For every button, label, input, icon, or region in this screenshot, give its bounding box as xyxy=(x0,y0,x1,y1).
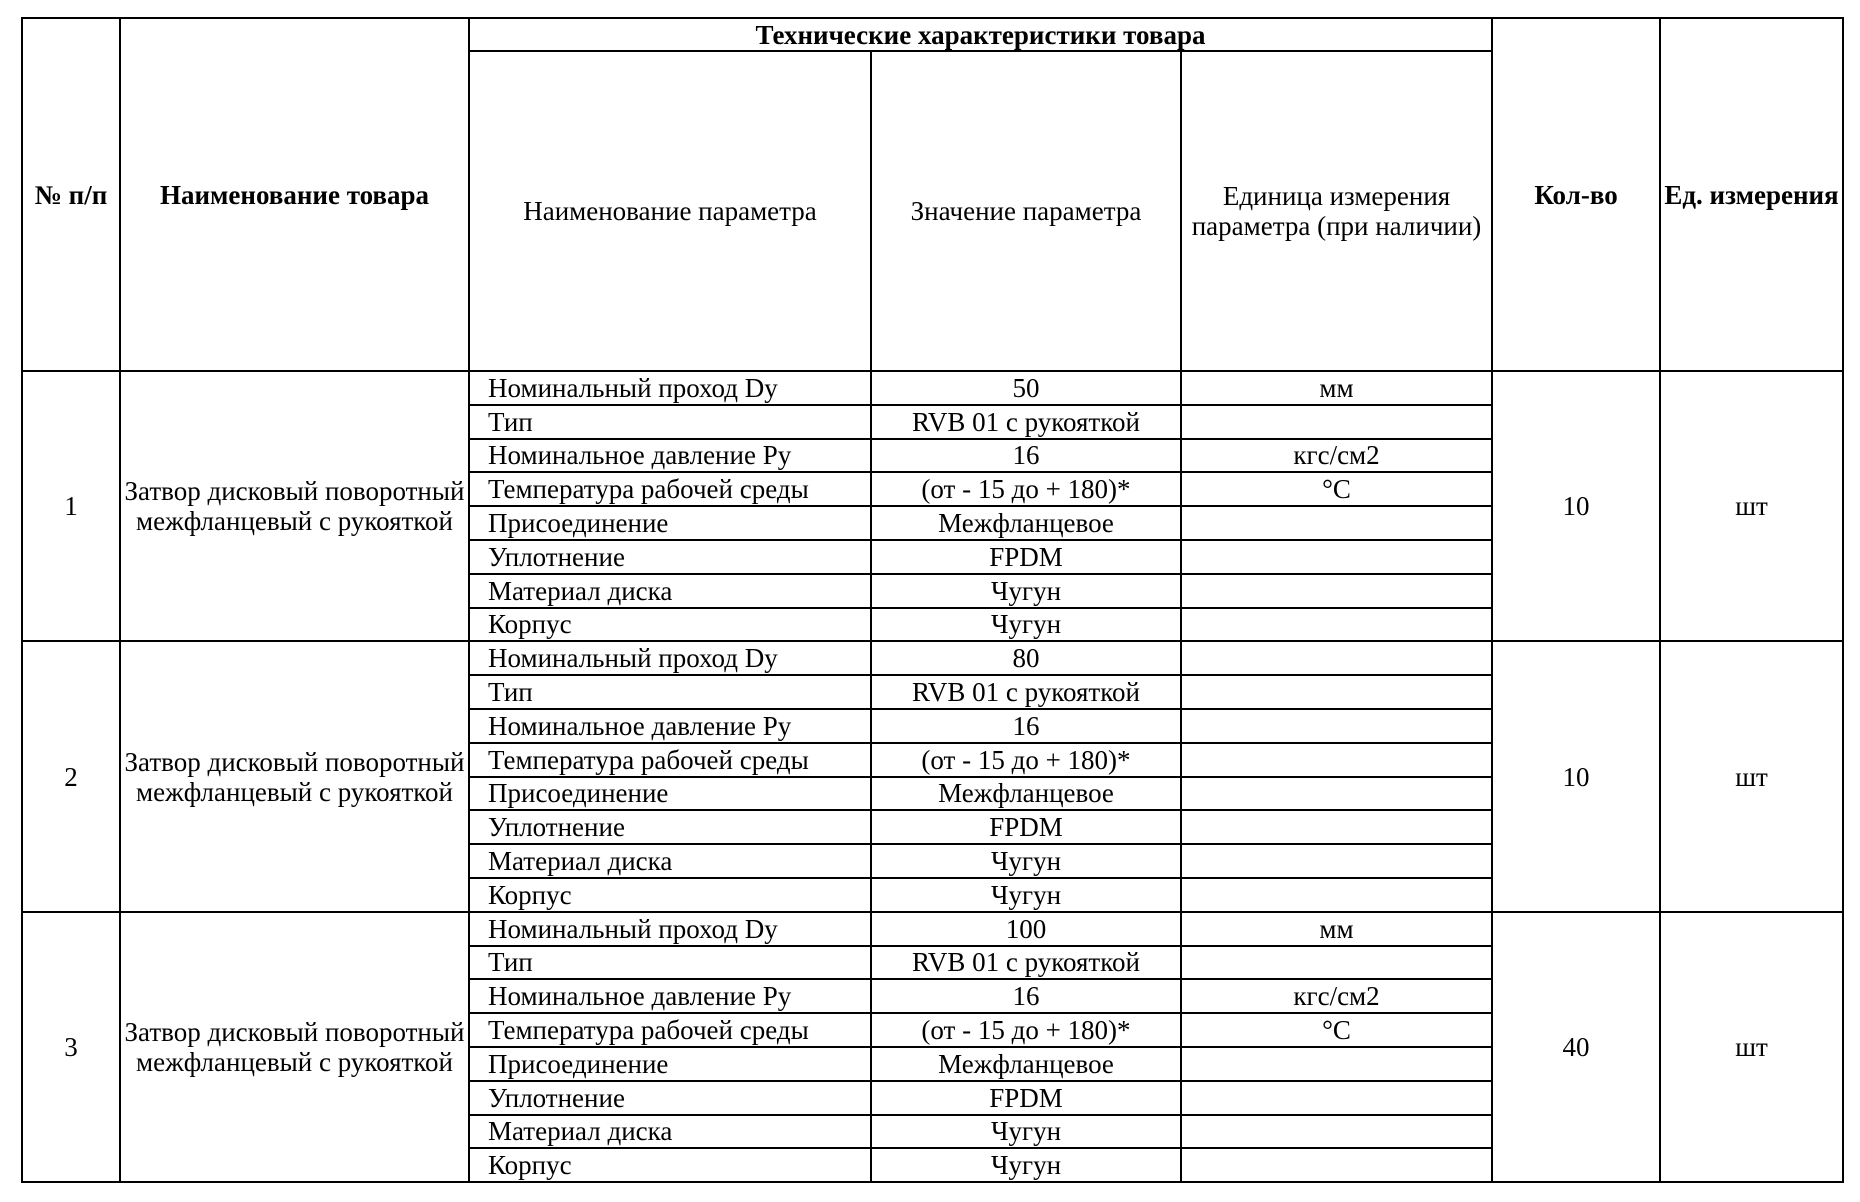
param-name: Номинальное давление Ру xyxy=(469,979,871,1013)
param-value: FPDM xyxy=(871,810,1181,844)
item-unit: шт xyxy=(1660,371,1843,641)
param-value: 100 xyxy=(871,912,1181,946)
param-value: Межфланцевое xyxy=(871,506,1181,540)
table-row xyxy=(22,371,1843,405)
param-unit xyxy=(1181,743,1492,777)
param-name: Номинальный проход Dу xyxy=(469,641,871,675)
param-unit xyxy=(1181,675,1492,709)
param-value: Межфланцевое xyxy=(871,1047,1181,1081)
param-value: 16 xyxy=(871,439,1181,473)
param-name: Температура рабочей среды xyxy=(469,743,871,777)
param-value: Чугун xyxy=(871,574,1181,608)
header-unit: Ед. измерения xyxy=(1660,18,1843,371)
item-qty: 10 xyxy=(1492,371,1660,641)
header-param-value: Значение параметра xyxy=(871,51,1181,371)
item-number: 1 xyxy=(22,371,120,641)
param-unit: °С xyxy=(1181,472,1492,506)
param-name: Материал диска xyxy=(469,844,871,878)
param-unit: мм xyxy=(1181,912,1492,946)
param-name: Тип xyxy=(469,946,871,980)
param-value: (от - 15 до + 180)* xyxy=(871,743,1181,777)
param-unit xyxy=(1181,1115,1492,1149)
item-name: Затвор дисковый поворотный межфланцевый с рукояткой xyxy=(120,641,469,911)
param-unit: кгс/см2 xyxy=(1181,979,1492,1013)
item-unit: шт xyxy=(1660,912,1843,1182)
param-value: 50 xyxy=(871,371,1181,405)
param-name: Уплотнение xyxy=(469,810,871,844)
param-name: Температура рабочей среды xyxy=(469,1013,871,1047)
header-num: № п/п xyxy=(22,18,120,371)
item-qty: 10 xyxy=(1492,641,1660,911)
param-name: Присоединение xyxy=(469,777,871,811)
param-unit xyxy=(1181,709,1492,743)
param-unit xyxy=(1181,946,1492,980)
item-qty: 40 xyxy=(1492,912,1660,1182)
param-unit xyxy=(1181,777,1492,811)
param-value: FPDM xyxy=(871,540,1181,574)
item-number: 3 xyxy=(22,912,120,1182)
param-name: Корпус xyxy=(469,878,871,912)
spec-table xyxy=(21,17,1844,1183)
param-value: Чугун xyxy=(871,878,1181,912)
param-value: Чугун xyxy=(871,1148,1181,1182)
param-name: Номинальный проход Dу xyxy=(469,371,871,405)
param-unit: кгс/см2 xyxy=(1181,439,1492,473)
header-name: Наименование товара xyxy=(120,18,469,371)
param-name: Номинальное давление Ру xyxy=(469,709,871,743)
table-row xyxy=(22,912,1843,946)
param-value: RVB 01 с рукояткой xyxy=(871,946,1181,980)
table-row xyxy=(22,641,1843,675)
param-unit: мм xyxy=(1181,371,1492,405)
param-unit xyxy=(1181,641,1492,675)
param-value: Чугун xyxy=(871,1115,1181,1149)
param-name: Корпус xyxy=(469,1148,871,1182)
header-param-unit: Единица измерения параметра (при наличии) xyxy=(1181,51,1492,371)
param-unit xyxy=(1181,405,1492,439)
param-name: Уплотнение xyxy=(469,540,871,574)
param-value: (от - 15 до + 180)* xyxy=(871,472,1181,506)
param-name: Номинальное давление Ру xyxy=(469,439,871,473)
param-unit: °С xyxy=(1181,1013,1492,1047)
param-name: Уплотнение xyxy=(469,1081,871,1115)
param-value: Межфланцевое xyxy=(871,777,1181,811)
param-name: Тип xyxy=(469,675,871,709)
item-unit: шт xyxy=(1660,641,1843,911)
param-name: Материал диска xyxy=(469,1115,871,1149)
param-value: 16 xyxy=(871,979,1181,1013)
param-unit xyxy=(1181,1148,1492,1182)
param-unit xyxy=(1181,506,1492,540)
param-name: Присоединение xyxy=(469,1047,871,1081)
param-name: Материал диска xyxy=(469,574,871,608)
param-value: 80 xyxy=(871,641,1181,675)
param-value: RVB 01 с рукояткой xyxy=(871,405,1181,439)
param-unit xyxy=(1181,810,1492,844)
param-name: Номинальный проход Dу xyxy=(469,912,871,946)
param-name: Тип xyxy=(469,405,871,439)
param-value: (от - 15 до + 180)* xyxy=(871,1013,1181,1047)
param-unit xyxy=(1181,608,1492,642)
item-name: Затвор дисковый поворотный межфланцевый с рукояткой xyxy=(120,371,469,641)
param-value: Чугун xyxy=(871,608,1181,642)
param-name: Корпус xyxy=(469,608,871,642)
param-value: 16 xyxy=(871,709,1181,743)
param-unit xyxy=(1181,540,1492,574)
param-name: Присоединение xyxy=(469,506,871,540)
header-param-name: Наименование параметра xyxy=(469,51,871,371)
param-unit xyxy=(1181,844,1492,878)
param-name: Температура рабочей среды xyxy=(469,472,871,506)
param-unit xyxy=(1181,1081,1492,1115)
item-number: 2 xyxy=(22,641,120,911)
item-name: Затвор дисковый поворотный межфланцевый с рукояткой xyxy=(120,912,469,1182)
param-value: RVB 01 с рукояткой xyxy=(871,675,1181,709)
param-unit xyxy=(1181,1047,1492,1081)
param-unit xyxy=(1181,878,1492,912)
header-qty: Кол-во xyxy=(1492,18,1660,371)
param-value: FPDM xyxy=(871,1081,1181,1115)
header-specs-group: Технические характеристики товара xyxy=(469,18,1492,51)
param-value: Чугун xyxy=(871,844,1181,878)
spec-body xyxy=(22,371,1843,1182)
param-unit xyxy=(1181,574,1492,608)
